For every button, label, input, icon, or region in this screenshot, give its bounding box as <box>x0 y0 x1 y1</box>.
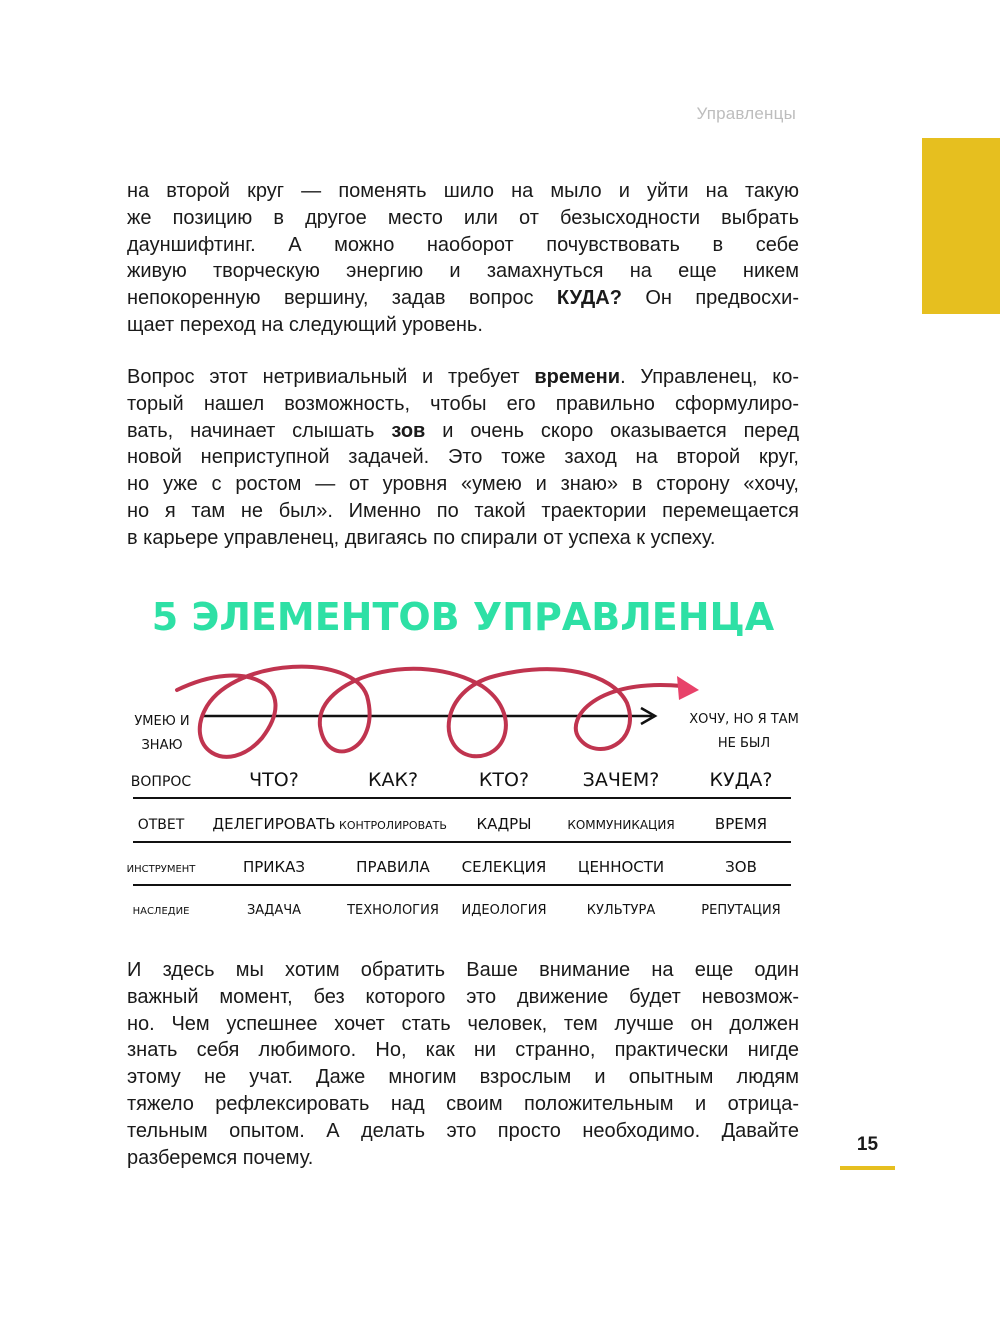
text-line: в карьере управленец, двигаясь по спирали от успеха к успеху. <box>127 526 716 549</box>
page-number-rule <box>840 1166 895 1170</box>
table-cell: ПРАВИЛА <box>356 858 430 876</box>
text-segment: Вопрос этот нетривиальный и требует <box>127 366 535 388</box>
text-line: разберемся почему. <box>127 1146 314 1169</box>
table-cell: СЕЛЕКЦИЯ <box>461 858 547 876</box>
text-line: торый нашел возможность, чтобы его правильно сформулиро- <box>127 392 799 415</box>
five-elements-figure <box>127 578 799 928</box>
table-cell: ЗАДАЧА <box>246 903 302 918</box>
question-cell: КТО? <box>478 769 530 791</box>
row-label: ВОПРОС <box>130 774 192 790</box>
table-cell: КОНТРОЛИРОВАТЬ <box>339 819 447 832</box>
question-cell: КАК? <box>367 769 419 791</box>
text-segment: . Управленец, ко- <box>620 366 799 388</box>
bold-term: зов <box>391 419 426 442</box>
end-label-line-1: ХОЧУ, НО Я ТАМ <box>689 712 799 727</box>
table-cell: ДЕЛЕГИРОВАТЬ <box>212 815 336 833</box>
row-label: ОТВЕТ <box>137 817 185 833</box>
page-number: 15 <box>856 1134 879 1155</box>
text-line: новой неприступной задачей. Это тоже заход на второй круг, <box>127 446 799 469</box>
text-segment: Он предвосхи- <box>621 287 799 310</box>
row-label: НАСЛЕДИЕ <box>132 906 190 917</box>
text-segment: вать, начинает слышать <box>127 419 392 442</box>
table-cell: РЕПУТАЦИЯ <box>701 903 781 918</box>
start-label-line-2: ЗНАЮ <box>141 738 183 753</box>
text-segment: непокоренную вершину, задав вопрос <box>127 287 557 310</box>
text-line: на второй круг — поменять шило на мыло и уйти на такую <box>127 180 799 202</box>
text-line <box>127 418 799 445</box>
text-line: дауншифтинг. А можно наоборот почувствовать в себе <box>127 233 799 256</box>
table-cell: ЦЕННОСТИ <box>577 858 665 876</box>
elements-table <box>127 769 791 918</box>
end-label-line-2: НЕ БЫЛ <box>717 736 771 751</box>
table-cell: ВРЕМЯ <box>714 815 768 833</box>
figure-title: 5 ЭЛЕМЕНТОВ УПРАВЛЕНЦА <box>151 595 775 639</box>
table-cell: ЗОВ <box>725 858 757 876</box>
question-cell: ЗАЧЕМ? <box>582 769 660 791</box>
spiral-arrowhead <box>677 676 699 700</box>
text-line: но. Чем успешнее хочет стать человек, тем лучше он должен <box>127 1012 799 1035</box>
text-line: важный момент, без которого это движение будет невозмож- <box>127 985 799 1008</box>
text-line: но уже с ростом — от уровня «умею и знаю» в сторону «хочу, <box>127 473 799 496</box>
chapter-tab <box>922 138 1000 314</box>
text-line: же позицию в другое место или от безысходности выбрать <box>127 206 799 229</box>
paragraph-1 <box>127 178 799 339</box>
figure-canvas <box>127 578 799 928</box>
start-label-line-1: УМЕЮ И <box>134 714 190 729</box>
row-label: ИНСТРУМЕНТ <box>127 864 196 875</box>
text-line: этому не учат. Даже многим взрослым и опытным людям <box>127 1066 799 1089</box>
paragraph-2 <box>127 364 799 552</box>
running-head: Управленцы <box>696 104 796 123</box>
text-line: И здесь мы хотим обратить Ваше внимание на еще один <box>127 959 799 981</box>
question-cell: КУДА? <box>709 769 773 791</box>
table-cell: КУЛЬТУРА <box>586 903 656 918</box>
text-line: тяжело рефлексировать над своим положительным и отрица- <box>127 1092 799 1115</box>
paragraph-3 <box>127 957 799 1171</box>
text-segment: и очень скоро оказывается перед <box>425 419 799 442</box>
table-cell: ИДЕОЛОГИЯ <box>461 903 547 918</box>
question-cell: ЧТО? <box>249 769 299 791</box>
text-line <box>127 364 799 391</box>
table-cell: ТЕХНОЛОГИЯ <box>347 903 439 918</box>
bold-term: времени <box>534 366 621 388</box>
text-line: но я там не был». Именно по такой траектории перемещается <box>127 499 799 522</box>
text-line: живую творческую энергию и замахнуться на еще никем <box>127 260 799 283</box>
spiral-path <box>177 667 682 757</box>
table-cell: ПРИКАЗ <box>242 858 306 876</box>
bold-term: КУДА? <box>556 287 622 310</box>
text-line: знать себя любимого. Но, как ни странно, практически нигде <box>127 1039 799 1062</box>
text-line: тельным опытом. А делать это просто необходимо. Давайте <box>127 1119 799 1142</box>
text-line <box>127 285 799 312</box>
table-cell: КОММУНИКАЦИЯ <box>567 818 675 832</box>
table-cell: КАДРЫ <box>476 815 532 833</box>
text-line: щает переход на следующий уровень. <box>127 313 483 336</box>
